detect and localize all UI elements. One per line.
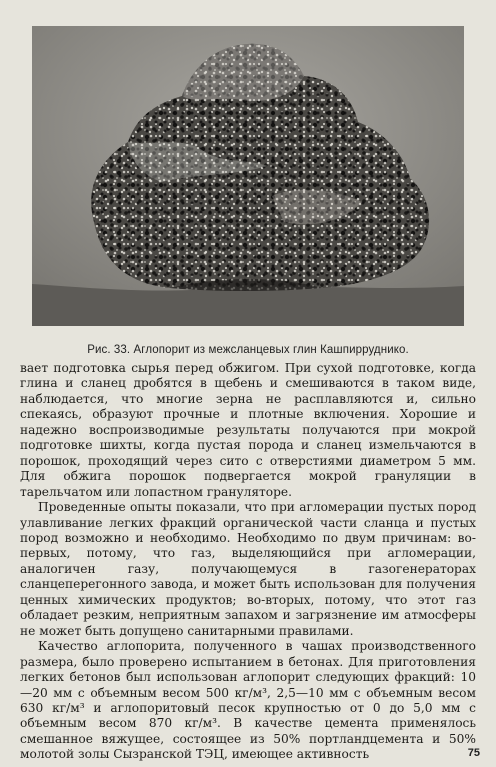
figure-caption: Рис. 33. Аглопорит из межсланцевых глин Кашпирруднико. bbox=[87, 344, 409, 356]
paragraph-2: Проведенные опыты показали, что при агломерации пустых пород улавливание легких фракций органической части сланца и пустых пород возможно и необходимо. Необходимо по двум причинам: во-первых, потому, что газ, выделяющийся при агломерации, аналогичен газу, получающемуся в газогенераторах сланцеперегонного завода, и может быть использован для получения ценных химических продуктов; во-вторых, потому, что этот газ обладает резким, неприятным запахом и загрязнение им атмосферы не может быть допущено санитарными правилами. bbox=[20, 500, 476, 638]
body-text bbox=[20, 361, 476, 763]
page-number: 75 bbox=[467, 747, 480, 759]
figure-photo-agloporite bbox=[32, 26, 464, 326]
paragraph-3: Качество аглопорита, полученного в чашах производственного размера, было проверено испытанием в бетонах. Для приготовления легких бетонов был использован аглопорит следующих фракций: 10—20 мм с объемным весом 500 кг/м³, 2,5—10 мм с объемным весом 630 кг/м³ и аглопоритовый песок крупностью от 0 до 5,0 мм с объемным весом 870 кг/м³. В качестве цемента применялось смешанное вяжущее, состоящее из 50% портландцемента и 50% молотой золы Сызранской ТЭЦ, имеющее активность bbox=[20, 639, 476, 762]
paragraph-1: вает подготовка сырья перед обжигом. При сухой подготовке, когда глина и сланец дробятся в щебень и смешиваются в таком виде, наблюдается, что многие зерна не расплавляются и, сильно спекаясь, образуют прочные и плотные включения. Хорошие и надежно воспроизводимые результаты получаются при мокрой подготовке шихты, когда пустая порода и сланец измельчаются в порошок, проходящий через сито с отверстиями диаметром 5 мм. Для обжига порошок подвергается мокрой грануляции в тарельчатом или лопастном грануляторе. bbox=[20, 361, 476, 499]
